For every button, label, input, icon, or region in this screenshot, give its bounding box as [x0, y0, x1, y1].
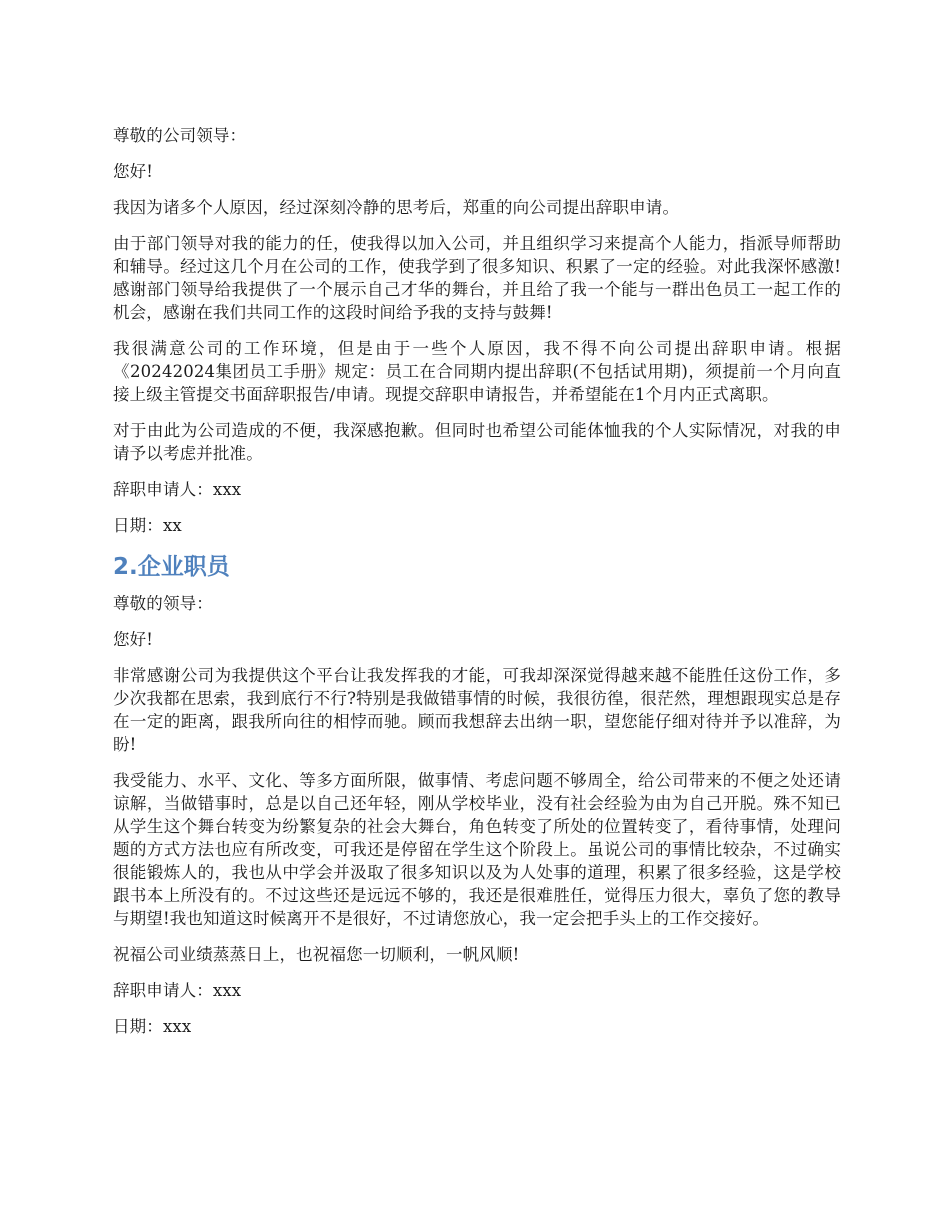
letter2-paragraph: 非常感谢公司为我提供这个平台让我发挥我的才能，可我却深深觉得越来越不能胜任这份工作，多少次我都在思索，我到底行不行?特别是我做错事情的时候，我很彷徨，很茫然，理想跟现实总是存在一定的距离，跟我所向往的相悖而驰。顾而我想辞去出纳一职，望您能仔细对待并予以准辞，为盼!: [113, 666, 841, 754]
letter1-paragraph: 我因为诸多个人原因，经过深刻冷静的思考后，郑重的向公司提出辞职申请。: [113, 198, 680, 217]
letter2-salutation: 尊敬的领导：: [113, 594, 213, 613]
letter1-date: 日期：xx: [113, 516, 182, 535]
section-heading: 2.企业职员: [113, 554, 230, 580]
letter1-paragraph: 由于部门领导对我的能力的任，使我得以加入公司，并且组织学习来提高个人能力，指派导师帮助和辅导。经过这几个月在公司的工作，使我学到了很多知识、积累了一定的经验。对此我深怀感激!感谢部门领导给我提供了一个展示自己才华的舞台，并且给了我一个能与一群出色员工一起工作的机会，感谢在我们共同工作的这段时间给予我的支持与鼓舞!: [113, 234, 841, 322]
letter1-signature: 辞职申请人：xxx: [113, 480, 242, 499]
letter1-paragraph: 对于由此为公司造成的不便，我深感抱歉。但同时也希望公司能体恤我的个人实际情况，对我的申请予以考虑并批准。: [113, 421, 841, 463]
letter2-signature: 辞职申请人：xxx: [113, 981, 242, 1000]
letter2-paragraph: 祝福公司业绩蒸蒸日上，也祝福您一切顺利，一帆风顺!: [113, 945, 520, 964]
letter2-paragraph: 我受能力、水平、文化、等多方面所限，做事情、考虑问题不够周全，给公司带来的不便之处还请谅解，当做错事时，总是以自己还年轻，刚从学校毕业，没有社会经验为由为自己开脱。殊不知已从学生这个舞台转变为纷繁复杂的社会大舞台，角色转变了所处的位置转变了，看待事情，处理问题的方式方法也应有所改变，可我还是停留在学生这个阶段上。虽说公司的事情比较杂，不过确实很能锻炼人的，我也从中学会并汲取了很多知识以及为人处事的道理，积累了很多经验，这是学校跟书本上所没有的。不过这些还是远远不够的，我还是很难胜任，觉得压力很大，辜负了您的教导与期望!我也知道这时候离开不是很好，不过请您放心，我一定会把手头上的工作交接好。: [113, 771, 841, 928]
document-page: [113, 124, 841, 1051]
letter1-salutation: 尊敬的公司领导：: [113, 126, 247, 145]
letter2-date: 日期：xxx: [113, 1017, 192, 1036]
letter2-greeting: 您好!: [113, 630, 154, 649]
letter1-greeting: 您好!: [113, 162, 154, 181]
letter1-paragraph: 我很满意公司的工作环境，但是由于一些个人原因，我不得不向公司提出辞职申请。根据《20242024集团员工手册》规定：员工在合同期内提出辞职(不包括试用期)，须提前一个月向直接上级主管提交书面辞职报告/申请。现提交辞职申请报告，并希望能在1个月内正式离职。: [113, 339, 841, 404]
